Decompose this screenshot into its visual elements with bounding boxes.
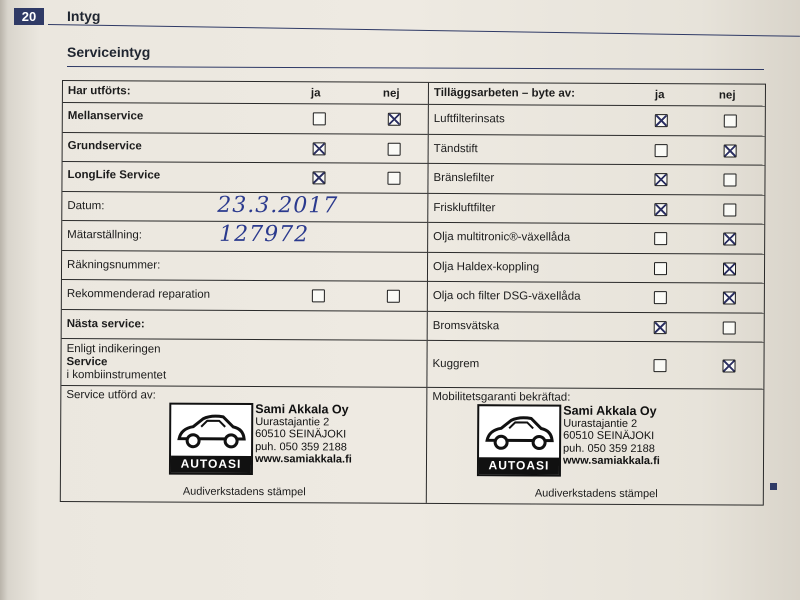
extra-label: Kuggrem — [432, 357, 480, 371]
page-marker — [770, 483, 777, 490]
section-title: Serviceintyg — [67, 44, 151, 60]
stamp-city: 60510 SEINÄJOKI — [255, 428, 347, 441]
extra-label: Luftfilterinsats — [433, 112, 505, 126]
extra-no-checkbox[interactable] — [723, 262, 736, 275]
extra-row-multitronic — [428, 223, 764, 254]
service-label: LongLife Service — [67, 169, 161, 182]
left-stamp-caption: Audiverkstadens stämpel — [182, 485, 306, 499]
extra-yes-checkbox[interactable] — [654, 232, 667, 245]
recommended-no-checkbox[interactable] — [387, 290, 400, 303]
extra-no-checkbox[interactable] — [723, 203, 736, 216]
mobility-label: Mobilitetsgaranti bekräftad: — [432, 390, 571, 404]
date-row — [62, 192, 427, 223]
extra-label: Olja och filter DSG-växellåda — [432, 289, 581, 303]
extra-yes-checkbox[interactable] — [655, 144, 668, 157]
extra-label: Tändstift — [433, 142, 478, 155]
service-no-checkbox[interactable] — [387, 172, 400, 185]
recommended-yes-checkbox[interactable] — [312, 289, 325, 302]
service-row-mellanservice — [63, 103, 428, 134]
extra-yes-checkbox[interactable] — [654, 321, 667, 334]
stamp-web: www.samiakkala.fi — [562, 454, 660, 468]
stamp-web: www.samiakkala.fi — [254, 453, 352, 466]
extra-label: Bränslefilter — [433, 171, 495, 185]
next-service-row — [62, 310, 427, 341]
car-icon — [479, 406, 559, 456]
extra-yes-checkbox[interactable] — [655, 114, 668, 127]
right-header-row — [429, 83, 765, 107]
left-stamp-area — [61, 386, 427, 503]
extra-row-friskluftfilter — [428, 193, 764, 224]
stamp-phone: puh. 050 359 2188 — [255, 440, 347, 453]
extra-row-haldex — [428, 252, 764, 283]
indication-line-1: Enligt indikeringen — [66, 343, 161, 356]
right-stamp-area — [427, 388, 764, 505]
service-label: Grundservice — [67, 139, 142, 152]
invoice-row — [62, 251, 427, 282]
service-row-longlife — [62, 162, 427, 193]
extra-label: Friskluftfilter — [433, 201, 496, 214]
section-rule — [67, 66, 764, 70]
extra-yes-checkbox[interactable] — [654, 291, 667, 304]
extra-yes-checkbox[interactable] — [653, 359, 666, 372]
extra-label: Bromsvätska — [432, 319, 500, 332]
indication-row — [61, 339, 426, 388]
extra-yes-checkbox[interactable] — [654, 262, 667, 275]
extra-no-checkbox[interactable] — [724, 144, 737, 157]
date-handwritten[interactable]: 23.3.2017 — [217, 192, 339, 218]
extra-no-checkbox[interactable] — [723, 173, 736, 186]
workshop-stamp — [477, 404, 667, 475]
autoasi-logo — [169, 403, 253, 475]
right-stamp-caption: Audiverkstadens stämpel — [534, 487, 658, 501]
stamp-address — [563, 405, 660, 468]
extra-yes-checkbox[interactable] — [654, 203, 667, 216]
right-header-label: Tilläggsarbeten – byte av: — [433, 86, 576, 100]
right-no-header: nej — [718, 89, 736, 102]
header-rule — [48, 24, 800, 37]
logo-text: AUTOASI — [171, 456, 251, 473]
extra-row-dsg — [428, 282, 764, 313]
left-yes-header: ja — [310, 87, 321, 100]
stamp-address — [255, 403, 352, 466]
extra-no-checkbox[interactable] — [723, 291, 736, 304]
extra-row-kuggrem — [427, 341, 763, 390]
performed-by-label: Service utförd av: — [66, 389, 156, 402]
stamp-phone: puh. 050 359 2188 — [563, 442, 655, 455]
invoice-label: Räkningsnummer: — [67, 258, 161, 272]
left-no-header: nej — [382, 87, 400, 100]
indication-line-3: i kombiinstrumentet — [66, 369, 167, 382]
extra-no-checkbox[interactable] — [723, 232, 736, 245]
page-number: 20 — [14, 8, 44, 25]
service-row-grundservice — [63, 133, 428, 164]
extra-row-branslefilter — [428, 164, 764, 195]
workshop-stamp — [169, 403, 359, 474]
left-header-label: Har utförts: — [67, 85, 131, 98]
autoasi-logo — [477, 404, 561, 476]
service-yes-checkbox[interactable] — [313, 142, 326, 155]
car-icon — [171, 405, 251, 455]
extra-row-tandstift — [429, 134, 765, 165]
service-form — [60, 80, 766, 506]
mileage-row — [62, 221, 427, 252]
extra-no-checkbox[interactable] — [722, 359, 735, 372]
date-label: Datum: — [67, 199, 105, 212]
mileage-label: Mätarställning: — [67, 229, 143, 242]
extra-no-checkbox[interactable] — [724, 114, 737, 127]
service-no-checkbox[interactable] — [388, 142, 401, 155]
stamp-street: Uurastajantie 2 — [255, 415, 330, 428]
stamp-company: Sami Akkala Oy — [563, 403, 657, 419]
stamp-city: 60510 SEINÄJOKI — [563, 429, 655, 443]
page-title: Intyg — [67, 8, 101, 24]
service-yes-checkbox[interactable] — [312, 171, 325, 184]
logo-text: AUTOASI — [479, 457, 559, 474]
extra-label: Olja multitronic®-växellåda — [433, 230, 571, 244]
extra-row-bromsvatska — [428, 311, 764, 342]
service-no-checkbox[interactable] — [388, 113, 401, 126]
right-yes-header: ja — [654, 89, 665, 102]
extra-no-checkbox[interactable] — [723, 321, 736, 334]
stamp-company: Sami Akkala Oy — [255, 402, 349, 417]
next-service-label: Nästa service: — [66, 317, 145, 330]
recommended-row — [62, 280, 427, 311]
service-yes-checkbox[interactable] — [313, 112, 326, 125]
stamp-street: Uurastajantie 2 — [563, 417, 638, 430]
extra-row-luftfilter — [429, 105, 765, 136]
left-header-row — [63, 81, 428, 105]
recommended-label: Rekommenderad reparation — [66, 288, 211, 301]
extra-label: Olja Haldex-koppling — [432, 260, 540, 274]
mileage-handwritten[interactable]: 127972 — [219, 221, 310, 248]
service-label: Mellanservice — [67, 110, 144, 123]
extra-yes-checkbox[interactable] — [654, 173, 667, 186]
indication-line-2: Service — [66, 356, 108, 369]
